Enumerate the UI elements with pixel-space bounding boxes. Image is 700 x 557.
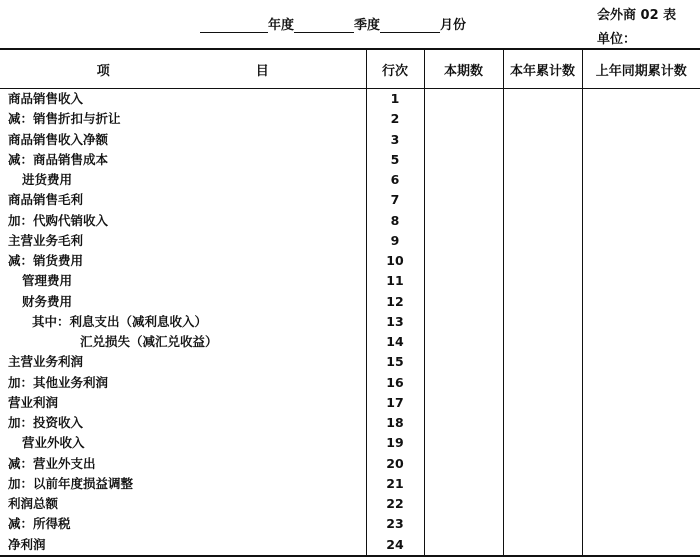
cell-ytd[interactable]	[503, 130, 582, 150]
cell-prior-ytd[interactable]	[582, 109, 700, 129]
quarter-label: 季度	[354, 18, 381, 33]
cell-current-period[interactable]	[424, 312, 503, 332]
row-item: 加：投资收入	[8, 415, 84, 431]
row-item: 加：以前年度损益调整	[8, 475, 134, 491]
row-item: 管理费用	[22, 273, 73, 289]
row-line-no: 13	[366, 312, 424, 332]
row-item: 营业利润	[8, 394, 59, 410]
table-row	[0, 271, 700, 291]
cell-prior-ytd[interactable]	[582, 332, 700, 352]
row-item: 商品销售收入	[8, 91, 84, 107]
cell-prior-ytd[interactable]	[582, 150, 700, 170]
table-row	[0, 312, 700, 332]
column-header-line-no: 行次	[366, 49, 424, 89]
table-row	[0, 474, 700, 494]
row-line-no: 23	[366, 514, 424, 534]
cell-prior-ytd[interactable]	[582, 474, 700, 494]
cell-current-period[interactable]	[424, 454, 503, 474]
cell-ytd[interactable]	[503, 89, 582, 110]
cell-prior-ytd[interactable]	[582, 190, 700, 210]
row-line-no: 20	[366, 454, 424, 474]
table-row	[0, 251, 700, 271]
cell-prior-ytd[interactable]	[582, 292, 700, 312]
cell-current-period[interactable]	[424, 352, 503, 372]
cell-current-period[interactable]	[424, 190, 503, 210]
cell-ytd[interactable]	[503, 373, 582, 393]
cell-current-period[interactable]	[424, 413, 503, 433]
row-item: 加：代购代销收入	[8, 212, 109, 228]
row-line-no: 19	[366, 433, 424, 453]
row-line-no: 16	[366, 373, 424, 393]
cell-ytd[interactable]	[503, 474, 582, 494]
cell-prior-ytd[interactable]	[582, 89, 700, 110]
table-row	[0, 231, 700, 251]
cell-current-period[interactable]	[424, 494, 503, 514]
cell-ytd[interactable]	[503, 312, 582, 332]
row-item: 减：营业外支出	[8, 455, 96, 471]
row-item: 减：销售折扣与折让	[8, 111, 121, 127]
cell-ytd[interactable]	[503, 211, 582, 231]
cell-prior-ytd[interactable]	[582, 352, 700, 372]
cell-ytd[interactable]	[503, 271, 582, 291]
row-line-no: 18	[366, 413, 424, 433]
row-item: 其中：利息支出（减利息收入）	[32, 313, 208, 329]
table-row	[0, 393, 700, 413]
income-statement-table	[0, 48, 700, 557]
cell-current-period[interactable]	[424, 535, 503, 556]
cell-current-period[interactable]	[424, 109, 503, 129]
row-line-no: 17	[366, 393, 424, 413]
form-code: 会外商 02 表	[597, 8, 677, 23]
row-item: 加：其他业务利润	[8, 374, 109, 390]
cell-current-period[interactable]	[424, 211, 503, 231]
cell-prior-ytd[interactable]	[582, 251, 700, 271]
cell-current-period[interactable]	[424, 251, 503, 271]
table-row	[0, 130, 700, 150]
year-label: 年度	[268, 18, 295, 33]
table-row	[0, 292, 700, 312]
unit-label: 单位：	[597, 32, 637, 47]
row-line-no: 7	[366, 190, 424, 210]
row-line-no: 8	[366, 211, 424, 231]
cell-current-period[interactable]	[424, 231, 503, 251]
cell-ytd[interactable]	[503, 109, 582, 129]
row-item: 利润总额	[8, 496, 59, 512]
year-blank	[200, 18, 268, 33]
cell-ytd[interactable]	[503, 190, 582, 210]
row-line-no: 12	[366, 292, 424, 312]
row-item: 营业外收入	[22, 435, 85, 451]
row-line-no: 5	[366, 150, 424, 170]
cell-prior-ytd[interactable]	[582, 271, 700, 291]
cell-ytd[interactable]	[503, 393, 582, 413]
row-line-no: 3	[366, 130, 424, 150]
row-line-no: 21	[366, 474, 424, 494]
cell-current-period[interactable]	[424, 393, 503, 413]
cell-prior-ytd[interactable]	[582, 494, 700, 514]
table-row	[0, 373, 700, 393]
cell-prior-ytd[interactable]	[582, 211, 700, 231]
cell-current-period[interactable]	[424, 271, 503, 291]
row-line-no: 2	[366, 109, 424, 129]
table-row	[0, 89, 700, 110]
row-item: 主营业务毛利	[8, 232, 84, 248]
row-item: 商品销售收入净额	[8, 131, 109, 147]
cell-prior-ytd[interactable]	[582, 393, 700, 413]
row-line-no: 1	[366, 89, 424, 110]
row-line-no: 10	[366, 251, 424, 271]
cell-ytd[interactable]	[503, 494, 582, 514]
row-line-no: 22	[366, 494, 424, 514]
cell-ytd[interactable]	[503, 413, 582, 433]
row-item: 减：所得税	[8, 516, 71, 532]
quarter-blank	[294, 18, 354, 33]
table-row	[0, 190, 700, 210]
cell-prior-ytd[interactable]	[582, 514, 700, 534]
cell-prior-ytd[interactable]	[582, 231, 700, 251]
table-row	[0, 332, 700, 352]
table-row	[0, 433, 700, 453]
cell-ytd[interactable]	[503, 292, 582, 312]
cell-prior-ytd[interactable]	[582, 413, 700, 433]
cell-prior-ytd[interactable]	[582, 454, 700, 474]
month-blank	[380, 18, 440, 33]
cell-prior-ytd[interactable]	[582, 170, 700, 190]
row-line-no: 11	[366, 271, 424, 291]
cell-current-period[interactable]	[424, 373, 503, 393]
cell-ytd[interactable]	[503, 514, 582, 534]
cell-ytd[interactable]	[503, 332, 582, 352]
row-item: 财务费用	[22, 293, 73, 309]
column-header-prior-ytd: 上年同期累计数	[582, 49, 700, 89]
table-row	[0, 150, 700, 170]
cell-ytd[interactable]	[503, 535, 582, 556]
row-line-no: 14	[366, 332, 424, 352]
cell-ytd[interactable]	[503, 231, 582, 251]
row-item: 汇兑损失（减汇兑收益）	[80, 334, 218, 350]
reporting-period	[200, 14, 466, 33]
cell-ytd[interactable]	[503, 150, 582, 170]
table-row	[0, 454, 700, 474]
cell-prior-ytd[interactable]	[582, 373, 700, 393]
column-header-current-period: 本期数	[424, 49, 503, 89]
cell-prior-ytd[interactable]	[582, 535, 700, 556]
row-item: 减：商品销售成本	[8, 151, 109, 167]
cell-prior-ytd[interactable]	[582, 130, 700, 150]
table-row	[0, 109, 700, 129]
table-row	[0, 170, 700, 190]
table-row	[0, 535, 700, 556]
cell-current-period[interactable]	[424, 332, 503, 352]
cell-prior-ytd[interactable]	[582, 433, 700, 453]
row-item: 减：销货费用	[8, 253, 84, 269]
row-item: 净利润	[0, 535, 366, 556]
cell-ytd[interactable]	[503, 352, 582, 372]
cell-current-period[interactable]	[424, 514, 503, 534]
month-label: 月份	[440, 18, 467, 33]
cell-current-period[interactable]	[424, 292, 503, 312]
cell-current-period[interactable]	[424, 433, 503, 453]
row-item: 主营业务利润	[8, 354, 84, 370]
row-item: 商品销售毛利	[8, 192, 84, 208]
cell-current-period[interactable]	[424, 150, 503, 170]
row-item: 进货费用	[22, 172, 73, 188]
table-row	[0, 494, 700, 514]
table-row	[0, 211, 700, 231]
table-row	[0, 352, 700, 372]
cell-prior-ytd[interactable]	[582, 312, 700, 332]
table-row	[0, 514, 700, 534]
table-row	[0, 413, 700, 433]
cell-current-period[interactable]	[424, 474, 503, 494]
row-line-no: 6	[366, 170, 424, 190]
cell-current-period[interactable]	[424, 89, 503, 110]
column-header-item: 项 目	[0, 49, 366, 89]
cell-current-period[interactable]	[424, 130, 503, 150]
report-header	[0, 0, 700, 48]
cell-ytd[interactable]	[503, 170, 582, 190]
column-header-ytd: 本年累计数	[503, 49, 582, 89]
row-line-no: 9	[366, 231, 424, 251]
cell-ytd[interactable]	[503, 454, 582, 474]
table-header-row	[0, 49, 700, 89]
cell-ytd[interactable]	[503, 251, 582, 271]
row-line-no: 15	[366, 352, 424, 372]
cell-current-period[interactable]	[424, 170, 503, 190]
cell-ytd[interactable]	[503, 433, 582, 453]
row-line-no: 24	[366, 535, 424, 556]
